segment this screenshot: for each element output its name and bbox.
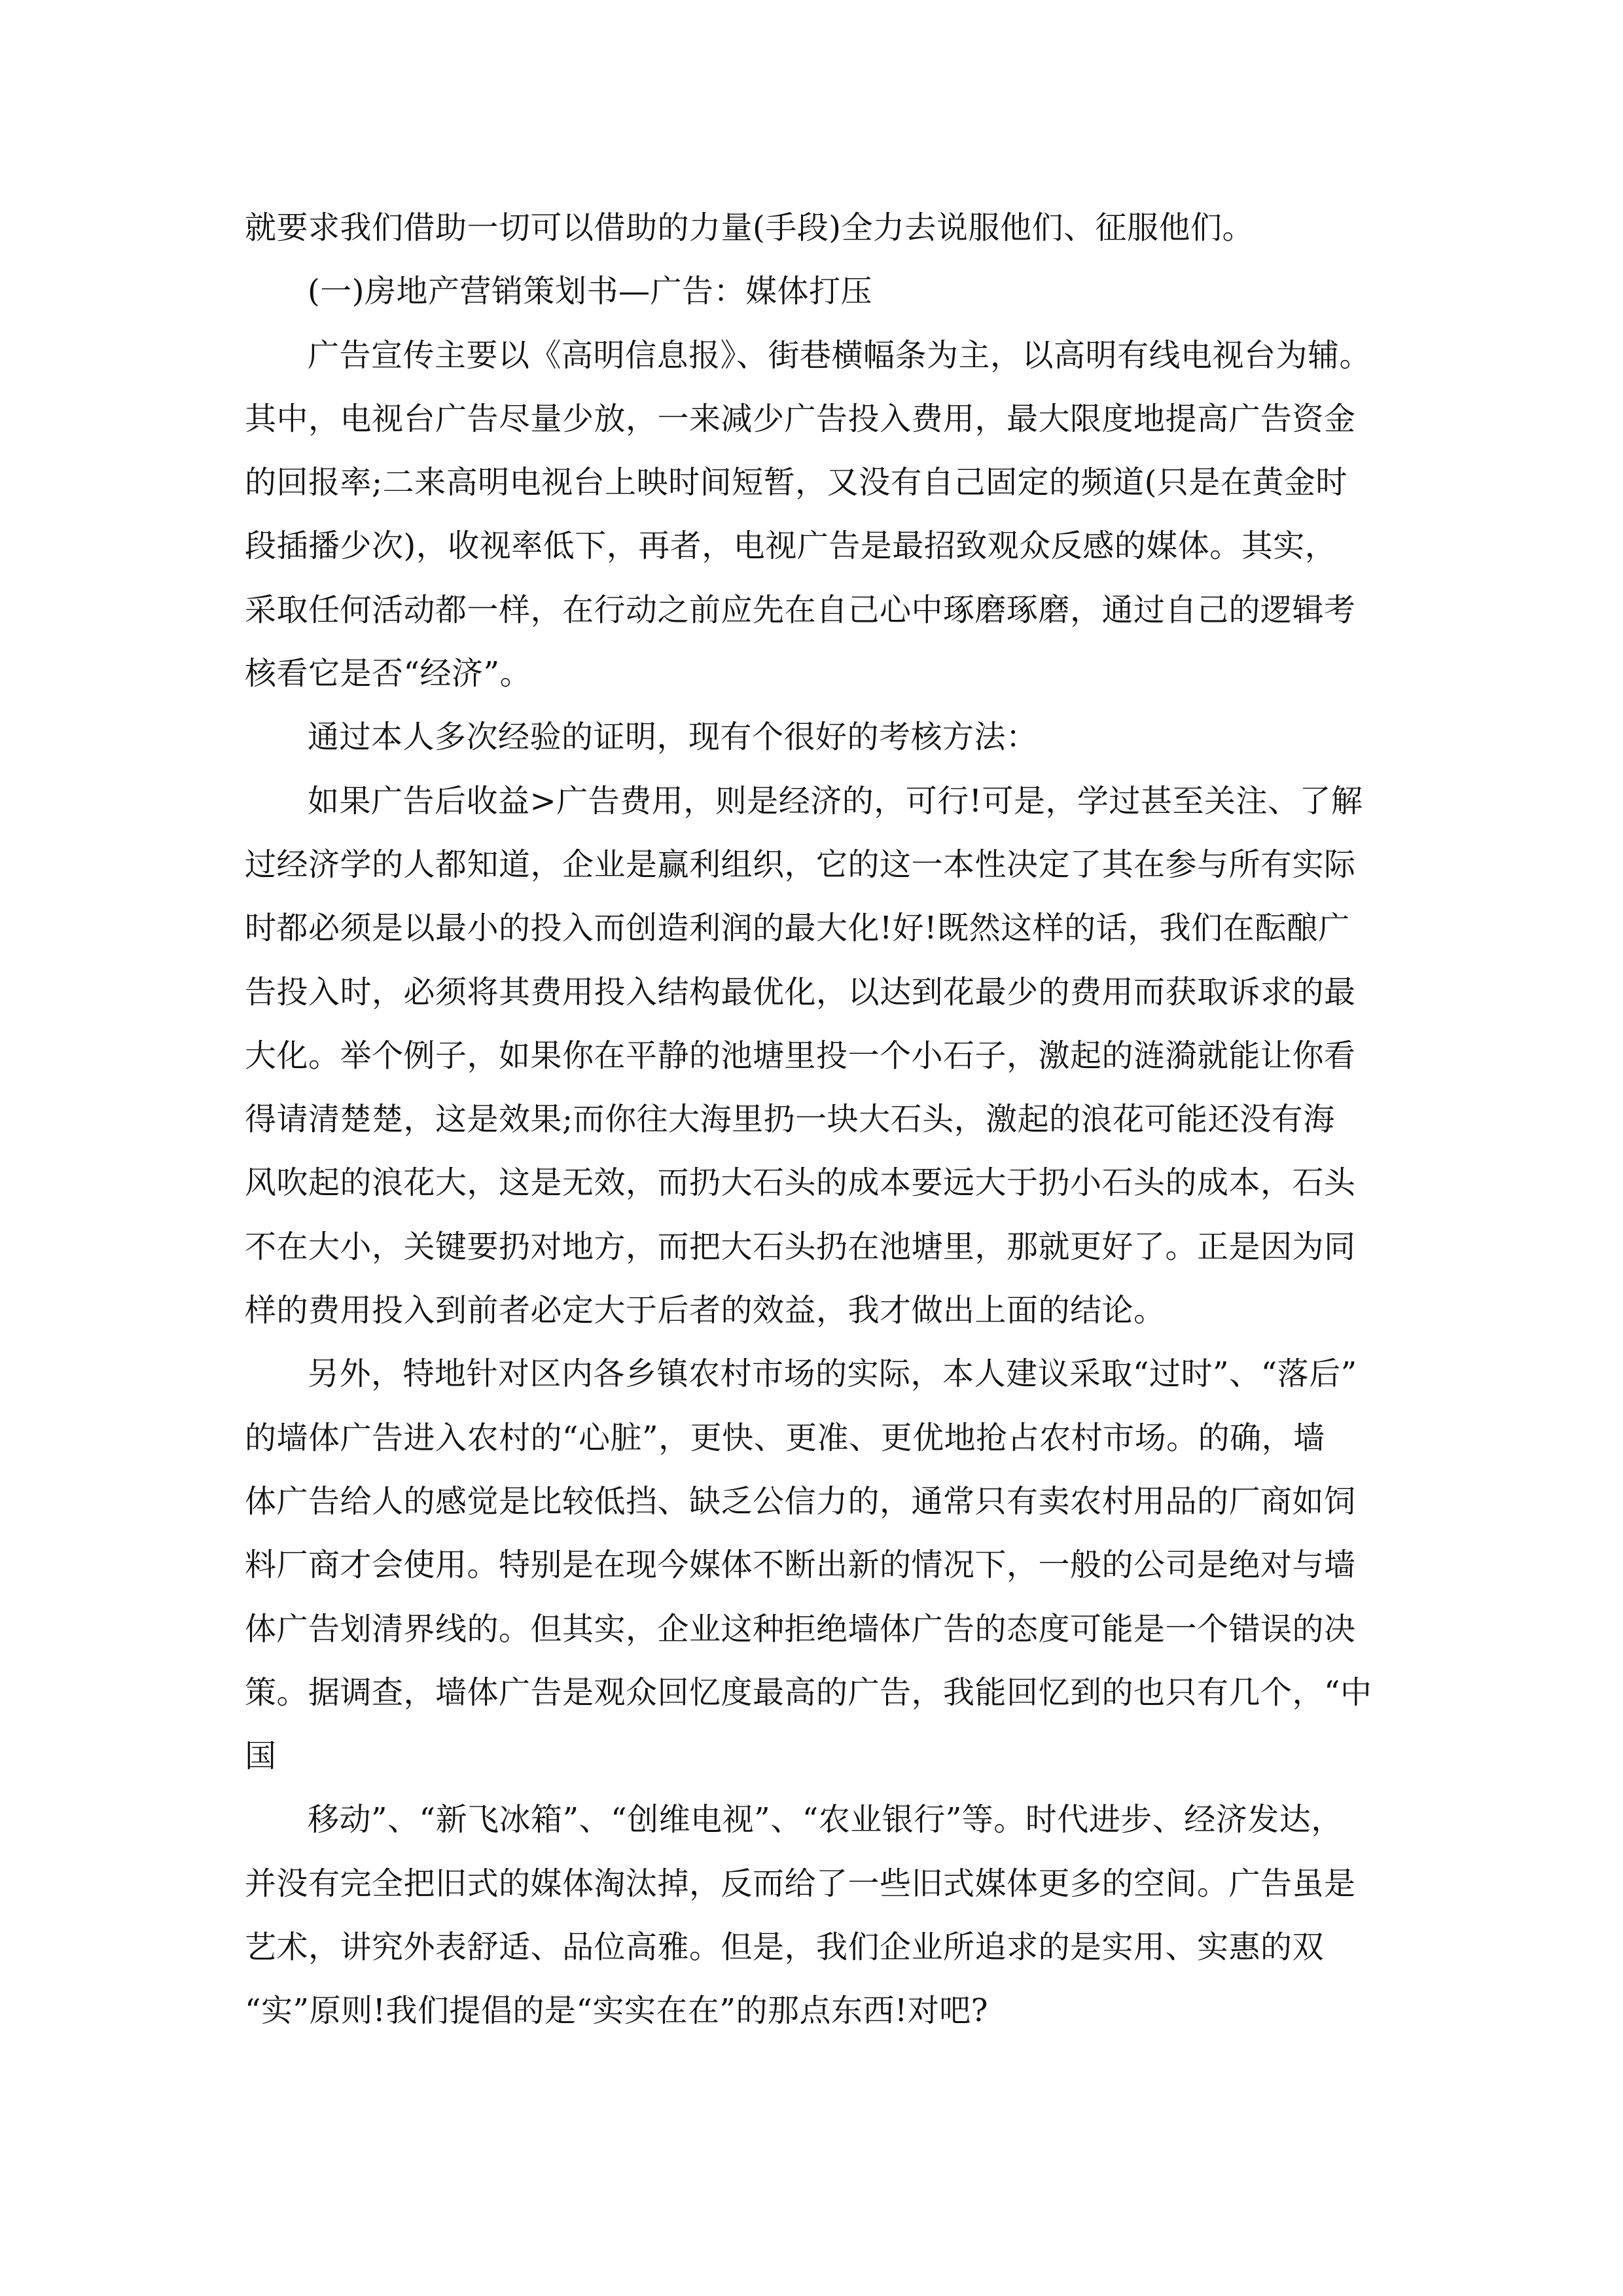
text-line: 国 <box>245 1738 277 1775</box>
text-line: 段插播少次)，收视率低下，再者，电视广告是最招致观众反感的媒体。其实， <box>245 528 1337 565</box>
text-line: 时都必须是以最小的投入而创造利润的最大化!好!既然这样的话，我们在酝酿广 <box>245 910 1350 947</box>
document-body <box>245 196 1383 2043</box>
text-line: 移动”、“新飞冰箱”、“创维电视”、“农业银行”等。时代进步、经济发达， <box>308 1801 1343 1839</box>
text-line: 并没有完全把旧式的媒体淘汰掉，反而给了一些旧式媒体更多的空间。广告虽是 <box>245 1865 1356 1902</box>
text-line: “实”原则!我们提倡的是“实实在在”的那点东西!对吧? <box>245 1992 988 2030</box>
text-line: 另外，特地针对区内各乡镇农村市场的实际，本人建议采取“过时”、“落后” <box>308 1355 1357 1393</box>
text-line: 其中，电视台广告尽量少放，一来减少广告投入费用，最大限度地提高广告资金 <box>245 400 1356 437</box>
text-line: 就要求我们借助一切可以借助的力量(手段)全力去说服他们、征服他们。 <box>245 209 1254 246</box>
text-line: 样的费用投入到前者必定大于后者的效益，我才做出上面的结论。 <box>245 1292 1166 1329</box>
text-line: 过经济学的人都知道，企业是赢利组织，它的这一本性决定了其在参与所有实际 <box>245 846 1356 883</box>
text-line: (一)房地产营销策划书—广告：媒体打压 <box>308 273 872 310</box>
text-line: 的回报率;二来高明电视台上映时间短暂，又没有自己固定的频道(只是在黄金时 <box>245 464 1347 501</box>
text-line: 体广告给人的感觉是比较低挡、缺乏公信力的，通常只有卖农村用品的厂商如饲 <box>245 1482 1356 1520</box>
text-line: 艺术，讲究外表舒适、品位高雅。但是，我们企业所追求的是实用、实惠的双 <box>245 1929 1325 1966</box>
text-line: 体广告划清界线的。但其实，企业这种拒绝墙体广告的态度可能是一个错误的决 <box>245 1610 1356 1647</box>
text-line: 的墙体广告进入农村的“心脏”，更快、更准、更优地抢占农村市场。的确，墙 <box>245 1419 1325 1456</box>
text-line: 料厂商才会使用。特别是在现今媒体不断出新的情况下，一般的公司是绝对与墙 <box>245 1547 1356 1584</box>
text-line: 核看它是否“经济”。 <box>245 655 532 692</box>
text-line: 通过本人多次经验的证明，现有个很好的考核方法： <box>308 719 1038 756</box>
text-line: 告投入时，必须将其费用投入结构最优化，以达到花最少的费用而获取诉求的最 <box>245 973 1356 1011</box>
text-line: 风吹起的浪花大，这是无效，而扔大石头的成本要远大于扔小石头的成本，石头 <box>245 1164 1356 1202</box>
text-line: 采取任何活动都一样，在行动之前应先在自己心中琢磨琢磨，通过自己的逻辑考 <box>245 591 1356 628</box>
text-line: 策。据调查，墙体广告是观众回忆度最高的广告，我能回忆到的也只有几个，“中 <box>245 1674 1372 1711</box>
text-line: 大化。举个例子，如果你在平静的池塘里投一个小石子，激起的涟漪就能让你看 <box>245 1037 1356 1074</box>
text-line: 如果广告后收益>广告费用，则是经济的，可行!可是，学过甚至关注、了解 <box>308 782 1363 819</box>
text-line: 广告宣传主要以《高明信息报》、街巷横幅条为主，以高明有线电视台为辅。 <box>308 336 1372 374</box>
text-line: 得请清楚楚，这是效果;而你往大海里扔一块大石头，激起的浪花可能还没有海 <box>245 1101 1335 1138</box>
text-line: 不在大小，关键要扔对地方，而把大石头扔在池塘里，那就更好了。正是因为同 <box>245 1228 1356 1265</box>
